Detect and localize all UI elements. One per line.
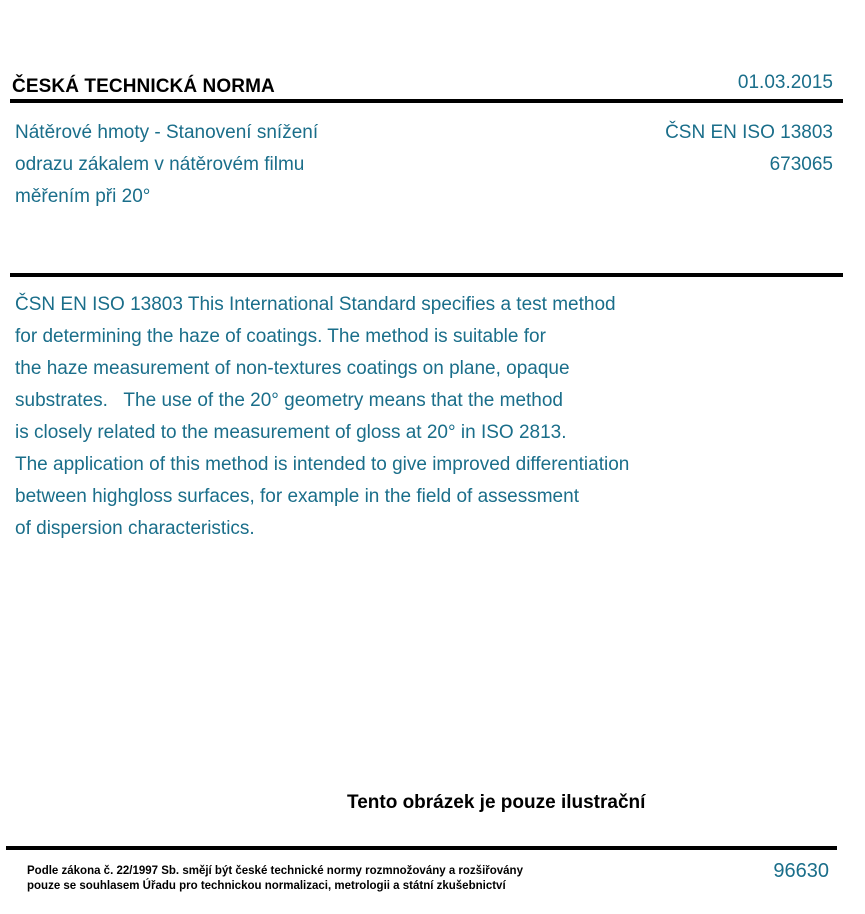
abstract-line: for determining the haze of coatings. The method is suitable for [15,326,546,347]
footer-divider [6,846,837,850]
abstract-line: of dispersion characteristics. [15,518,255,539]
illustrative-notice: Tento obrázek je pouze ilustrační [347,792,646,813]
catalog-number: 673065 [769,154,833,175]
legal-notice [27,864,523,894]
standard-number: ČSN EN ISO 13803 [665,122,833,143]
legal-line: Podle zákona č. 22/1997 Sb. smějí být české technické normy rozmnožovány a rozšiřovány [27,865,523,877]
abstract-line: between highgloss surfaces, for example in the field of assessment [15,486,579,507]
title-line: odrazu zákalem v nátěrovém filmu [15,154,305,175]
organization-title: ČESKÁ TECHNICKÁ NORMA [12,76,275,97]
header-divider [10,99,843,103]
title-line: měřením při 20° [15,186,151,207]
section-divider [10,273,843,277]
abstract-line: The application of this method is intended to give improved differentiation [15,454,630,475]
abstract-line: is closely related to the measurement of gloss at 20° in ISO 2813. [15,422,567,443]
standard-title [15,117,318,213]
abstract-line: the haze measurement of non-textures coatings on plane, opaque [15,358,570,379]
abstract-line: substrates. The use of the 20° geometry means that the method [15,390,564,411]
legal-line: pouze se souhlasem Úřadu pro technickou normalizaci, metrologii a státní zkušebnictví [27,880,506,892]
abstract-text [15,289,629,545]
publication-date: 01.03.2015 [737,72,833,93]
abstract-line: ČSN EN ISO 13803 This International Standard specifies a test method [15,294,616,315]
title-line: Nátěrové hmoty - Stanovení snížení [15,122,319,143]
standard-identifier [665,117,833,181]
document-code: 96630 [773,860,829,882]
